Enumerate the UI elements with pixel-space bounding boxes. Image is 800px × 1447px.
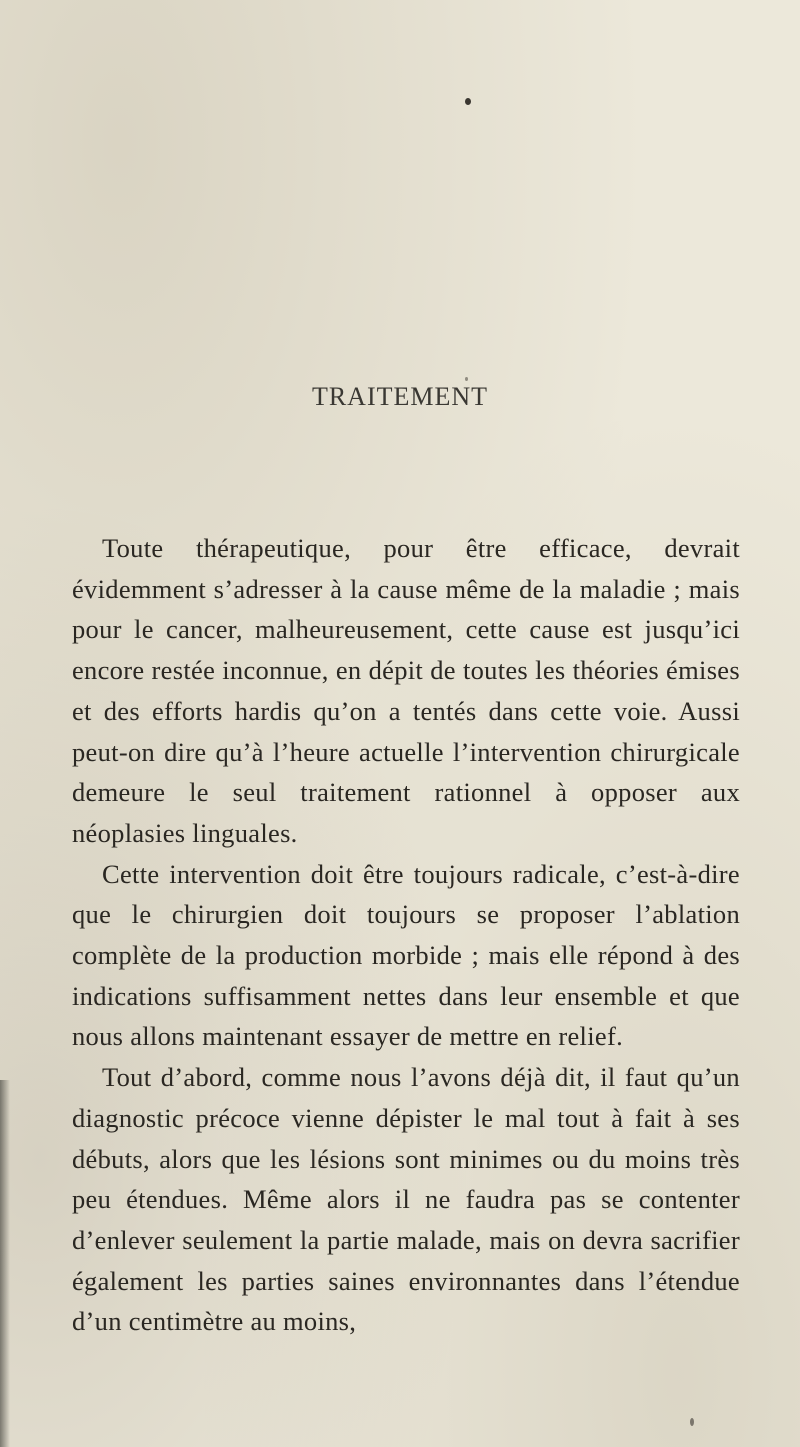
ink-spot [465,98,471,105]
paragraph-3: Tout d’abord, comme nous l’avons déjà dit, il faut qu’un diagnostic précoce vienne dépister le mal tout à fait à ses débuts, alors que les lésions sont minimes ou du moins très peu étendues. Même alors il ne faudra pas se contenter d’enlever seulement la partie malade, mais on devra sacrifier également les parties saines environnantes dans l’étendue d’un centimètre au moins, [72,1062,740,1337]
ink-spot [465,377,468,381]
paragraph-2: Cette intervention doit être toujours radicale, c’est-à-dire que le chirurgien doit toujours se proposer l’ablation complète de la production morbide ; mais elle répond à des indications suffisamment nettes dans leur ensemble et que nous allons maintenant essayer de mettre en relief. [72,858,740,1052]
paragraph-1: Toute thérapeutique, pour être efficace, devrait évidemment s’adresser à la cause même de la maladie ; mais pour le cancer, malheureusement, cette cause est jusqu’ici encore restée inconnue, en dépit de toutes les théories émises et des efforts hardis qu’on a tentés dans cette voie. Aussi peut-on dire qu’à l’heure actuelle l’intervention chirurgicale demeure le seul traitement rationnel à opposer aux néoplasies linguales. [72,533,740,848]
ink-spot [690,1418,694,1426]
section-title: TRAITEMENT [311,382,489,411]
body-text [72,528,740,1342]
page-binding-shadow [0,1080,10,1447]
